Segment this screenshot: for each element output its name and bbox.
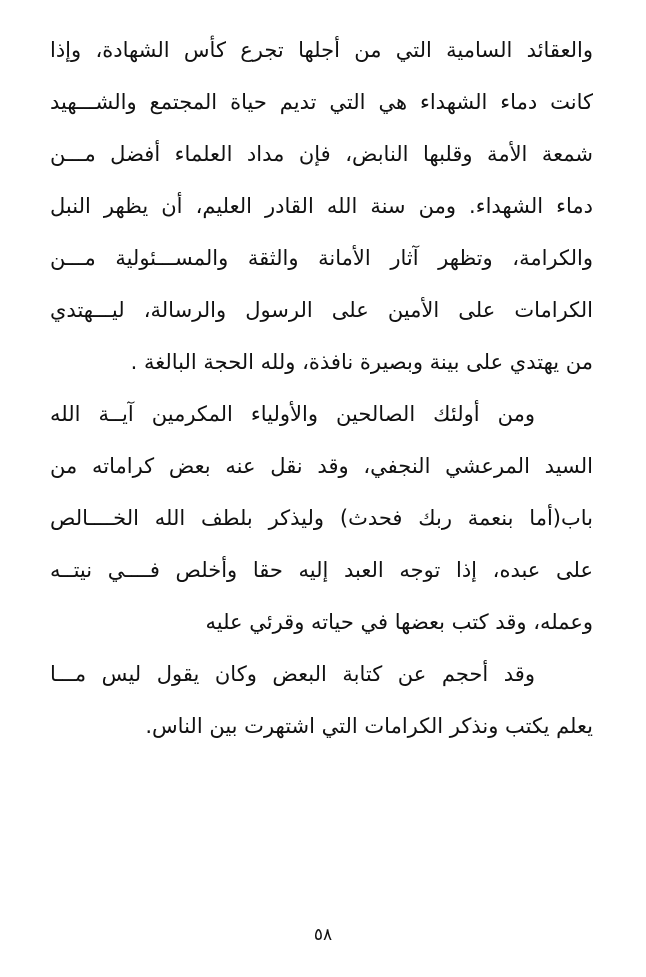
body-text	[50, 33, 593, 761]
text-line: على عبده، إذا توجه العبد إليه حقا وأخلص فــــي نيتــه	[50, 558, 593, 582]
text-line: شمعة الأمة وقلبها النابض، فإن مداد العلماء أفضل مـــن	[50, 142, 593, 166]
text-line: ومن أولئك الصالحين والأولياء المكرمين آيــة الله	[50, 402, 535, 426]
page-number: ٥٨	[313, 925, 333, 945]
text-line: وقد أحجم عن كتابة البعض وكان يقول ليس مـــا	[50, 662, 535, 686]
text-line: من يهتدي على بينة وبصيرة نافذة، ولله الحجة البالغة .	[130, 350, 593, 374]
text-line: باب(أما بنعمة ربك فحدث) وليذكر بلطف الله الخــــالص	[50, 506, 593, 530]
text-line: والكرامة، وتظهر آثار الأمانة والثقة والمســـئولية مـــن	[50, 246, 593, 270]
text-line: كانت دماء الشهداء هي التي تديم حياة المجتمع والشـــهيد	[50, 90, 593, 114]
text-line: الكرامات على الأمين على الرسول والرسالة، ليـــهتدي	[50, 298, 593, 322]
text-line: دماء الشهداء. ومن سنة الله القادر العليم، أن يظهر النبل	[50, 194, 593, 218]
text-line: وعمله، وقد كتب بعضها في حياته وقرئي عليه	[205, 610, 593, 634]
text-line: يعلم يكتب ونذكر الكرامات التي اشتهرت بين الناس.	[145, 714, 593, 738]
text-line: السيد المرعشي النجفي، وقد نقل عنه بعض كراماته من	[50, 454, 593, 478]
text-line: والعقائد السامية التي من أجلها تجرع كأس الشهادة، وإذا	[50, 38, 593, 62]
